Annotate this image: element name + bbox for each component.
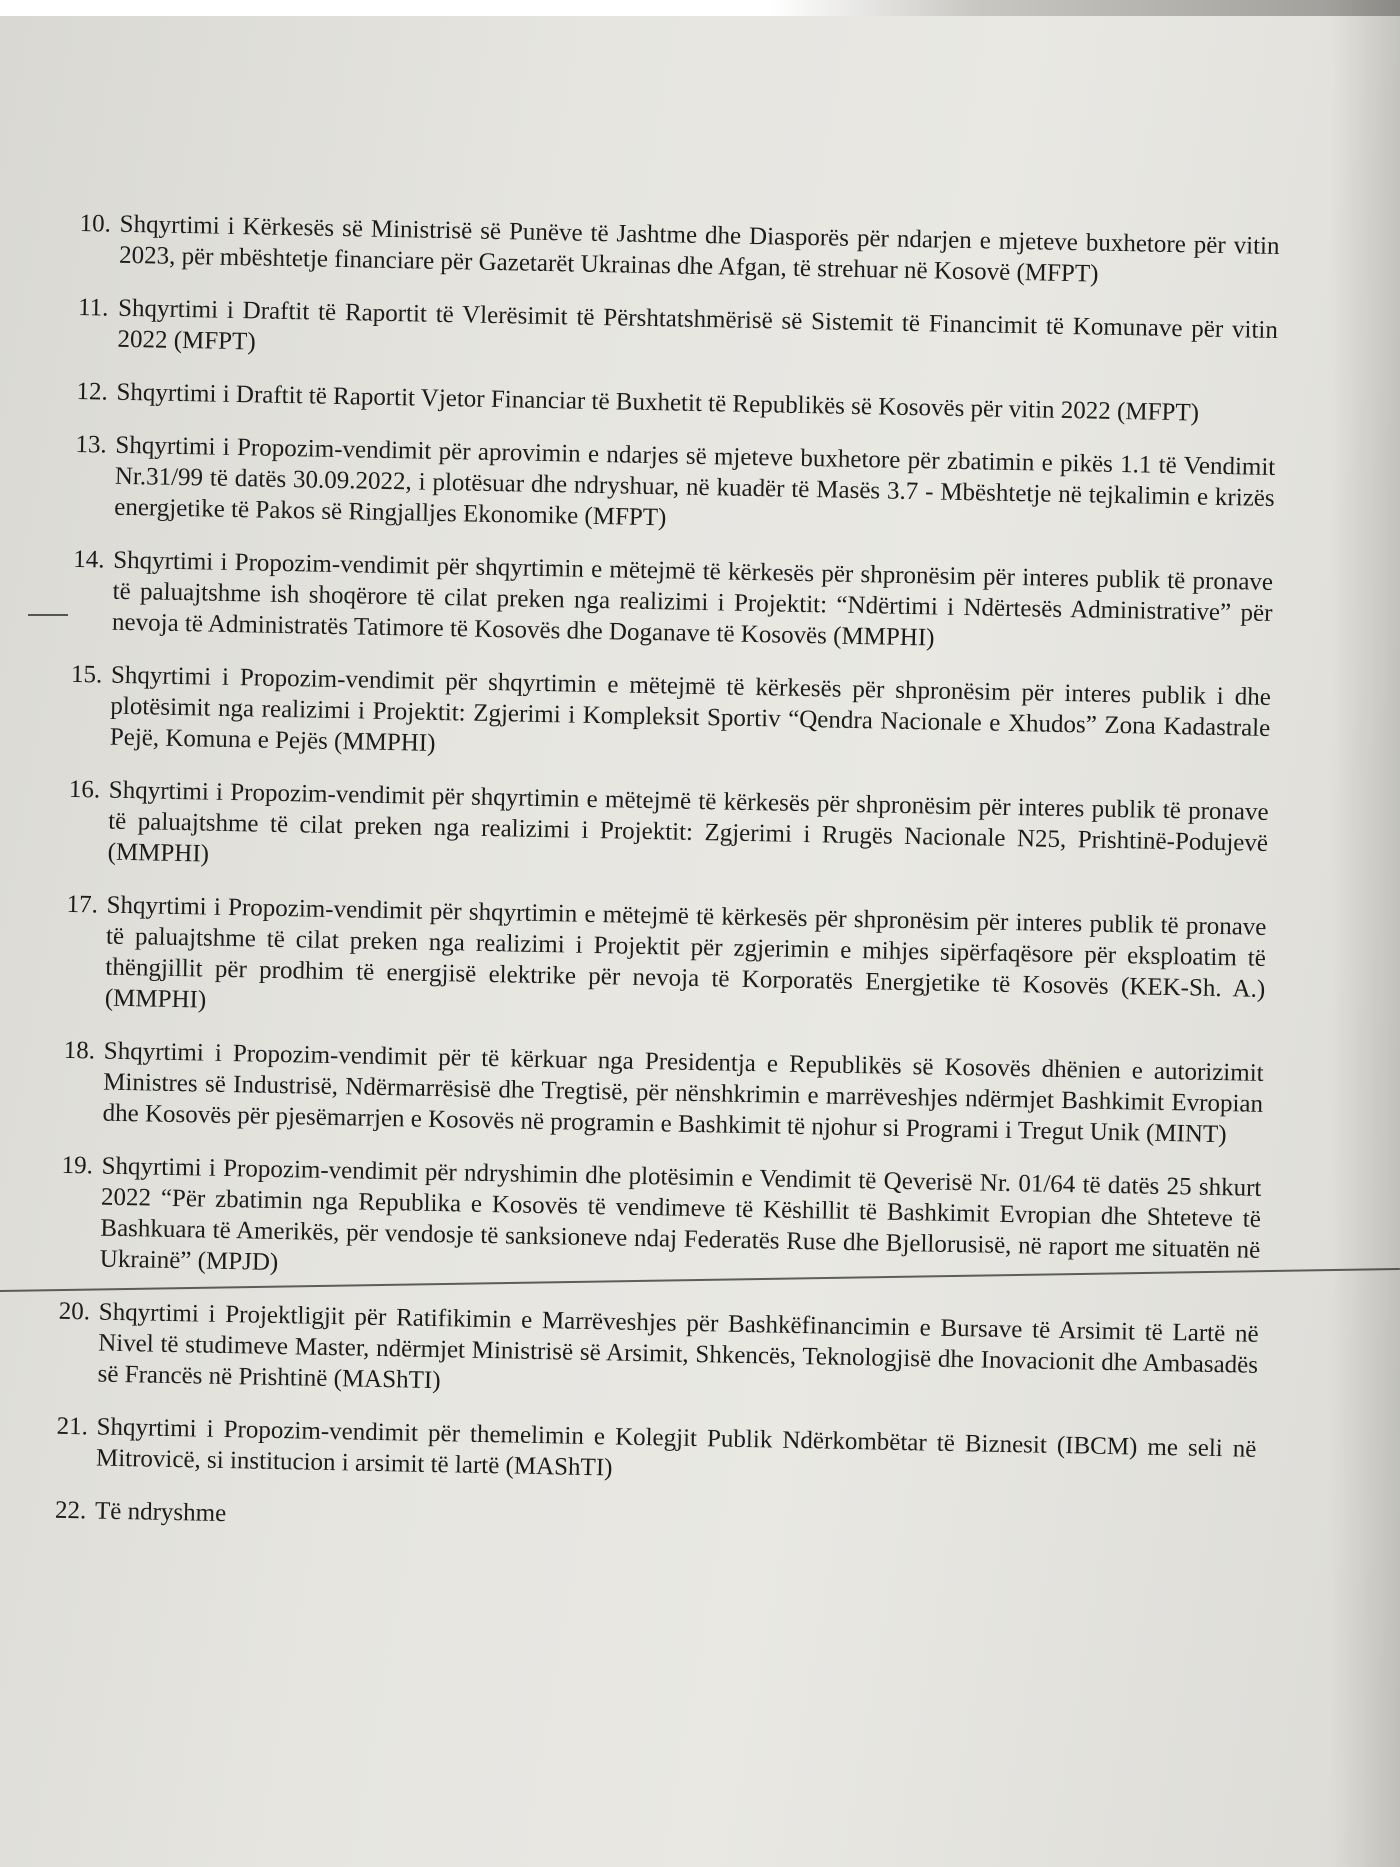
agenda-item-number: 21. [56, 1412, 89, 1441]
agenda-item-text: Shqyrtimi i Propozim-vendimit për shqyrtimin e mëtejmë të kërkesës për shpronësim për interes publik të pronave të paluajtshme të cilat preken nga realizimi i Projektit: Zgjerimi i Rrugës Nacionale N25, Prishtinë-Podujevë (MMPHI) [107, 776, 1269, 868]
agenda-item-number: 10. [79, 209, 112, 238]
agenda-item-number: 15. [70, 660, 103, 689]
agenda-item-number: 19. [61, 1151, 94, 1180]
agenda-item-number: 22. [54, 1496, 87, 1525]
page-shadow [1330, 0, 1400, 1867]
agenda-item-text: Shqyrtimi i Propozim-vendimit për shqyrtimin e mëtejmë të kërkesës për shpronësim për interes publik i dhe plotësimit nga realizimi i Projektit: Zgjerimi i Kompleksit Sportiv “Qendra Nacionale e Xhudos” Zona Kadastrale Pejë, Komuna e Pejës (MMPHI) [109, 661, 1272, 757]
agenda-item-number: 20. [58, 1297, 91, 1326]
agenda-item [62, 1035, 1264, 1151]
agenda-item-text: Shqyrtimi i Propozim-vendimit për shqyrtimin e mëtejmë të kërkesës për shpronësim për interes publik të pronave të paluajtshme ish shoqërore të cilat preken nga realizimi i Projektit: “Ndërtimi i Ndërtesës Administrative” për nevoja të Administratës Tatimore të Kosovës dhe Doganave të Kosovës (MMPHI) [111, 546, 1274, 652]
agenda-item-text: Shqyrtimi i Propozim-vendimit për të kërkuar nga Presidentja e Republikës së Kosovës dhënien e autorizimit Ministres së Industrisë, Ndërmarrësisë dhe Tregtisë, për nënshkrimin e marrëveshjes ndërmjet Bashkimit Evropian dhe Kosovës për pjesëmarrjen e Kosovës në programin e Bashkimit të njohur si Programi i Tregut Unik (MINT) [102, 1037, 1264, 1149]
agenda-item-text: Të ndryshme [94, 1497, 227, 1528]
agenda-item-text: Shqyrtimi i Propozim-vendimit për themelimin e Kolegjit Publik Ndërkombëtar të Biznesit (IBCM) me seli në Mitrovicë, si institucion i arsimit të lartë (MAShTI) [95, 1413, 1257, 1482]
agenda-item [67, 774, 1269, 890]
agenda-item-number: 12. [76, 377, 108, 406]
agenda-item-text: Shqyrtimi i Propozim-vendimit për aprovimin e ndarjes së mjeteve buxhetore për zbatimin e pikës 1.1 të Vendimit Nr.31/99 të datës 30.09.2022, i plotësuar dhe ndryshuar, në kuadër të Masës 3.7 - Mbështetje në tejkalimin e krizës energjetike të Pakos së Ringjalljes Ekonomike (MFPT) [114, 431, 1276, 532]
agenda-item-text: Shqyrtimi i Projektligjit për Ratifikimin e Marrëveshjes për Bashkëfinancimin e Bursave të Arsimit të Lartë në Nivel të studimeve Master, ndërmjet Ministrisë së Arsimit, Shkencës, Teknologjisë dhe Inovacionit dhe Ambasadës së Francës në Prishtinë (MAShTI) [97, 1298, 1259, 1395]
agenda-item [77, 292, 1278, 377]
page-top-edge [0, 0, 1400, 16]
agenda-item-text: Shqyrtimi i Kërkesës së Ministrisë së Punëve të Jashtme dhe Diasporës për ndarjen e mjeteve buxhetore për vitin 2023, për mbështetje financiare për Gazetarët Ukrainas dhe Afgan, të strehuar në Kosovë (MFPT) [118, 210, 1280, 288]
agenda-item-text: Shqyrtimi i Propozim-vendimit për ndryshimin dhe plotësimin e Vendimit të Qeverisë Nr. 01/64 të datës 25 shkurt 2022 “Për zbatimin nga Republika e Kosovës të vendimeve të Këshillit të Bashkimit Evropian dhe Shteteve të Bashkuara të Amerikës, për vendosje të sanksioneve ndaj Federatës Ruse dhe Bjellorusisë, në raport me situatën në Ukrainë” (MPJD) [99, 1152, 1262, 1276]
stray-pen-mark [28, 614, 68, 616]
agenda-item [70, 659, 1272, 775]
agenda-item-number: 16. [68, 775, 101, 804]
agenda-item-number: 18. [63, 1036, 96, 1065]
agenda-item [55, 1495, 1255, 1549]
agenda-item-number: 13. [75, 430, 107, 459]
agenda-item-text: Shqyrtimi i Propozim-vendimit për shqyrtimin e mëtejmë të kërkesës për shpronësim për interes publik të pronave të paluajtshme të cilat preken nga realizimi i Projektit për zgjerimin e mihjes sipërfaqësore për eksploatim të thëngjillit për prodhim të energjisë elektrike për nevoja të Korporatës Energjetike të Kosovës (KEK-Sh. A.) (MMPHI) [104, 891, 1267, 1014]
agenda-item [74, 429, 1276, 545]
agenda-list [55, 208, 1280, 1549]
agenda-item [76, 376, 1276, 430]
agenda-item-text: Shqyrtimi i Draftit të Raportit Vjetor Financiar të Buxhetit të Republikës së Kosovës për vitin 2022 (MFPT) [116, 378, 1200, 427]
agenda-item-number: 11. [77, 293, 109, 322]
agenda-item [65, 889, 1267, 1036]
agenda-item-number: 14. [72, 545, 105, 574]
agenda-body [54, 208, 1280, 1571]
agenda-item-text: Shqyrtimi i Draftit të Raportit të Vlerësimit të Përshtatshmërisë së Sistemit të Financimit të Komunave për vitin 2022 (MFPT) [117, 294, 1279, 356]
agenda-item [72, 544, 1274, 660]
agenda-item [79, 208, 1280, 293]
agenda-item-number: 17. [66, 890, 99, 919]
agenda-item [57, 1296, 1259, 1412]
agenda-item [56, 1411, 1257, 1496]
